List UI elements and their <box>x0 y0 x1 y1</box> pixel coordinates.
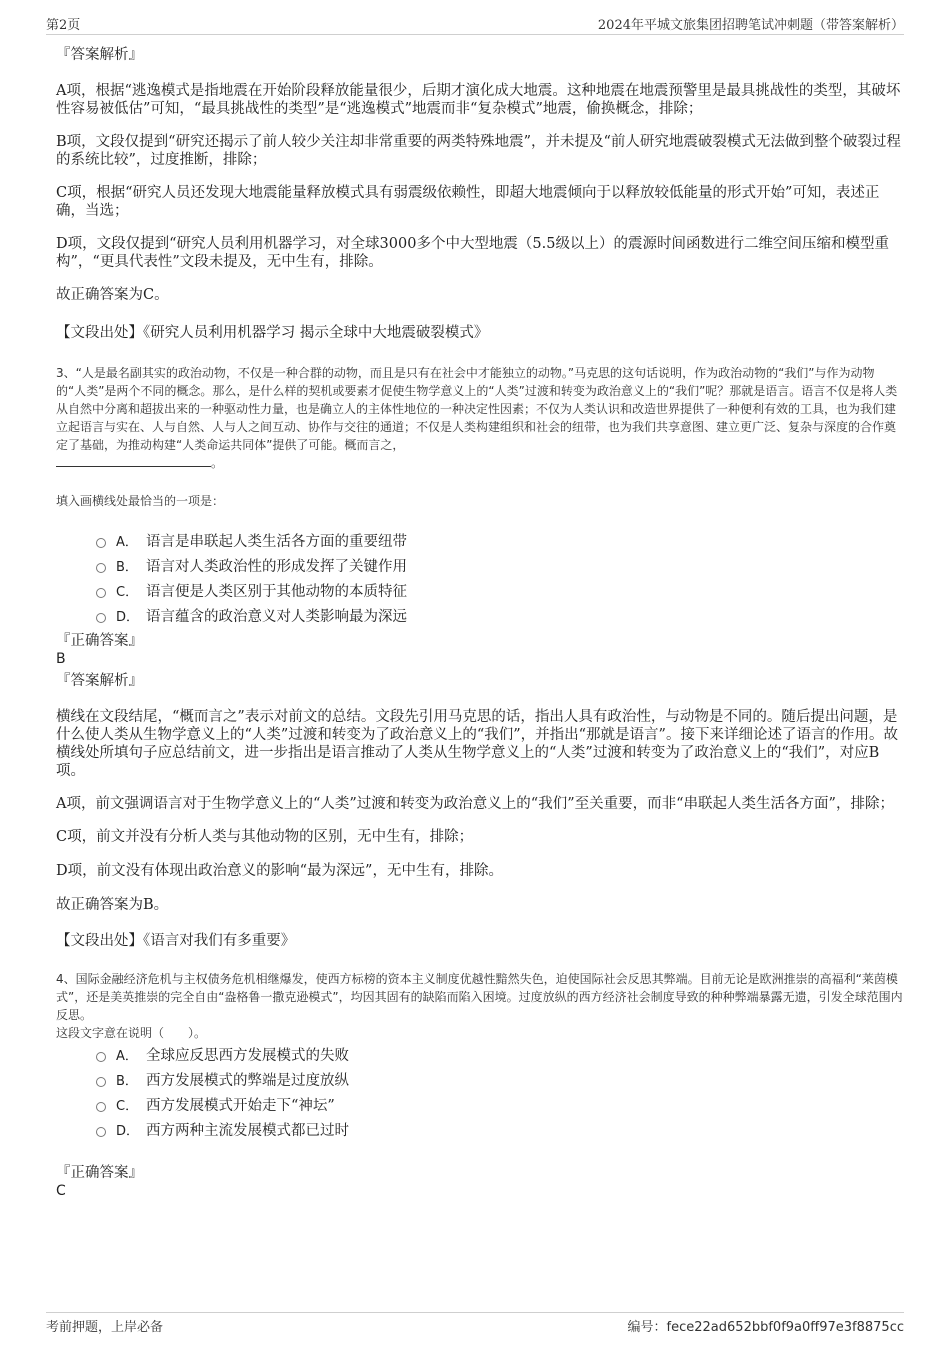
analysis-paragraph: D项，前文没有体现出政治意义的影响“最为深远”，无中生有，排除。 <box>56 863 503 879</box>
analysis-label: 『答案解析』 <box>56 673 143 689</box>
radio-button[interactable] <box>96 588 106 598</box>
question-prompt: 这段文字意在说明（ ）。 <box>56 1026 207 1040</box>
radio-button[interactable] <box>96 1102 106 1112</box>
answer-value: C <box>56 1183 66 1199</box>
answer-label: 『正确答案』 <box>56 633 143 649</box>
page-number: 第2页 <box>46 18 81 33</box>
fill-blank-line <box>56 454 211 467</box>
analysis-paragraph: B项，文段仅提到“研究还揭示了前人较少关注却非常重要的两类特殊地震”，并未提及“前人研究地震破裂模式无法做到整个破裂过程的系统比较”，过度推断，排除； <box>56 134 901 168</box>
radio-button[interactable] <box>96 563 106 573</box>
question-prompt: 填入画横线处最恰当的一项是： <box>56 494 225 508</box>
answer-value: B <box>56 651 66 667</box>
answer-label: 『正确答案』 <box>56 1165 143 1181</box>
footer-slogan: 考前押题，上岸必备 <box>46 1320 164 1335</box>
correct-answer-statement: 故正确答案为B。 <box>56 897 169 913</box>
analysis-paragraph: 横线在文段结尾，“概而言之”表示对前文的总结。文段先引用马克思的话，指出人具有政治性，与动物是不同的。随后提出问题，是什么使人类从生物学意义上的“人类”过渡和转变为了政治意义上的“我们”，并指出“那就是语言”。接下来详细论述了语言的作用。故横线处所填句子应总结前文，进一步指出是语言推动了人类从生物学意义上的“人类”过渡和转变为了政治意义上的“我们”，对应B项。 <box>56 709 898 779</box>
radio-button[interactable] <box>96 613 106 623</box>
option-a[interactable]: A． 全球应反思西方发展模式的失败 <box>56 1044 904 1069</box>
question-2-analysis <box>56 46 904 342</box>
analysis-paragraph: D项，文段仅提到“研究人员利用机器学习，对全球3000多个中大型地震（5.5级以上）的震源时间函数进行二维空间压缩和模型重构”，“更具代表性”文段未提及，无中生有，排除。 <box>56 236 889 270</box>
document-title: 2024年平城文旅集团招聘笔试冲刺题（带答案解析） <box>597 18 904 33</box>
option-list <box>56 530 904 630</box>
radio-button[interactable] <box>96 538 106 548</box>
analysis-paragraph: C项，前文并没有分析人类与其他动物的区别，无中生有，排除； <box>56 829 474 845</box>
analysis-label: 『答案解析』 <box>56 47 143 63</box>
option-b[interactable]: B． 西方发展模式的弊端是过度放纵 <box>56 1069 904 1094</box>
radio-button[interactable] <box>96 1127 106 1137</box>
option-b[interactable]: B． 语言对人类政治性的形成发挥了关键作用 <box>56 555 904 580</box>
option-c[interactable]: C． 西方发展模式开始走下“神坛” <box>56 1094 904 1119</box>
page-footer <box>46 1312 904 1335</box>
option-d[interactable]: D． 语言蕴含的政治意义对人类影响最为深远 <box>56 605 904 630</box>
radio-button[interactable] <box>96 1052 106 1062</box>
document-serial: 编号：fece22ad652bbf0f9a0ff97e3f8875cc <box>627 1320 904 1335</box>
option-list <box>56 1044 904 1144</box>
question-3 <box>56 364 904 950</box>
source-citation: 【文段出处】《语言对我们有多重要》 <box>56 933 296 949</box>
radio-button[interactable] <box>96 1077 106 1087</box>
option-d[interactable]: D． 西方两种主流发展模式都已过时 <box>56 1119 904 1144</box>
question-stem: 4、国际金融经济危机与主权债务危机相继爆发，使西方标榜的资本主义制度优越性黯然失色，迫使国际社会反思其弊端。目前无论是欧洲推崇的高福利“莱茵模式”，还是美英推崇的完全自由“盎格鲁一撒克逊模式”，均因其固有的缺陷而陷入困境。过度放纵的西方经济社会制度导致的种种弊端暴露无遗，引发全球范围内反思。 <box>56 972 903 1022</box>
analysis-paragraph: A项，根据“逃逸模式是指地震在开始阶段释放能量很少，后期才演化成大地震。这种地震在地震预警里是最具挑战性的类型，其破坏性容易被低估”可知，“最具挑战性的类型”是“逃逸模式”地震而非“复杂模式”地震，偷换概念，排除； <box>56 83 901 117</box>
page-content <box>56 46 904 1200</box>
option-c[interactable]: C． 语言便是人类区别于其他动物的本质特征 <box>56 580 904 605</box>
page-header <box>46 14 904 35</box>
question-stem: 3、“人是最名副其实的政治动物，不仅是一种合群的动物，而且是只有在社会中才能独立的动物。”马克思的这句话说明，作为政治动物的“我们”与作为动物的“人类”是两个不同的概念。那么，是什么样的契机或要素才促使生物学意义上的“人类”过渡和转变为政治意义上的“我们”呢？那就是语言。语言不仅是将人类从自然中分离和超拔出来的一种驱动性力量，也是确立人的主体性地位的一种决定性因素；不仅为人类认识和改造世界提供了一种便利有效的工具，也为我们建立起语言与实在、人与自然、人与人之间互动、协作与交往的通道；不仅是人类构建组织和社会的纽带，也为我们共享意图、建立更广泛、复杂与深度的合作奠定了基础，为推动构建“人类命运共同体”提供了可能。概而言之， 。 <box>56 366 898 470</box>
analysis-paragraph: C项，根据“研究人员还发现大地震能量释放模式具有弱震级依赖性，即超大地震倾向于以释放较低能量的形式开始”可知，表述正确，当选； <box>56 185 880 219</box>
analysis-paragraph: A项，前文强调语言对于生物学意义上的“人类”过渡和转变为政治意义上的“我们”至关重要，而非“串联起人类生活各方面”，排除； <box>56 796 894 812</box>
correct-answer-statement: 故正确答案为C。 <box>56 287 169 303</box>
source-citation: 【文段出处】《研究人员利用机器学习 揭示全球中大地震破裂模式》 <box>56 325 489 341</box>
question-4 <box>56 970 904 1200</box>
option-a[interactable]: A． 语言是串联起人类生活各方面的重要纽带 <box>56 530 904 555</box>
